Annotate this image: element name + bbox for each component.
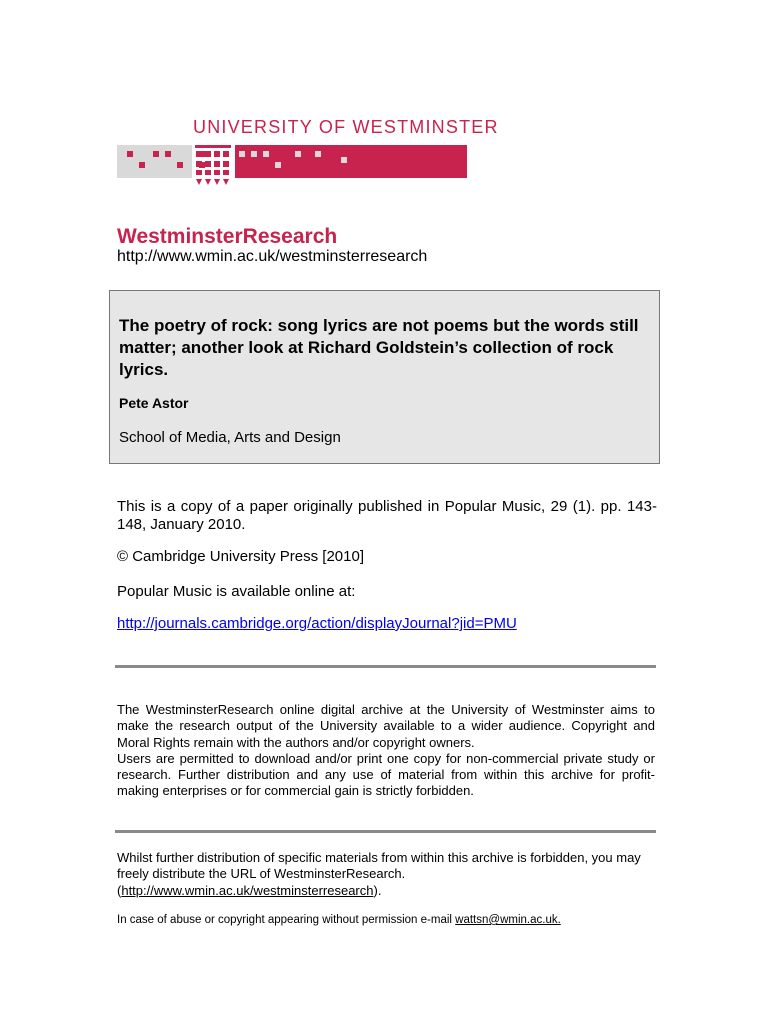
availability-label: Popular Music is available online at:	[117, 583, 356, 600]
repository-title: WestminsterResearch	[117, 225, 338, 248]
distribution-statement	[117, 850, 657, 899]
archive-paragraph-1: The WestminsterResearch online digital archive at the University of Westminster aims to make the research output of the University available to a wider audience. Copyright and Moral Rights remain with the authors and/or copyright owners.	[117, 702, 655, 750]
paper-school: School of Media, Arts and Design	[119, 429, 341, 446]
publication-note: This is a copy of a paper originally published in Popular Music, 29 (1). pp. 143-148, January 2010.	[117, 498, 657, 533]
logo-crimson-band	[235, 145, 467, 178]
copyright-notice: © Cambridge University Press [2010]	[117, 548, 364, 565]
university-wordmark: UNIVERSITY OF WESTMINSTER	[193, 117, 499, 137]
repository-url: http://www.wmin.ac.uk/westminsterresearch	[117, 248, 428, 265]
paper-title: The poetry of rock: song lyrics are not poems but the words still matter; another look at Richard Goldstein’s collection of rock lyrics.	[119, 316, 639, 379]
abuse-email-link[interactable]: wattsn@wmin.ac.uk.	[455, 914, 561, 926]
divider	[115, 830, 656, 833]
abuse-text: In case of abuse or copyright appearing without permission e-mail	[117, 914, 456, 926]
journal-link[interactable]: http://journals.cambridge.org/action/displayJournal?jid=PMU	[117, 615, 517, 632]
archive-paragraph-2: Users are permitted to download and/or print one copy for non-commercial private study or research. Further distribution and any use of material from within this archive for profit-making enterprises or for commercial gain is strictly forbidden.	[117, 750, 655, 799]
logo-grey-band	[117, 145, 192, 178]
abuse-notice	[117, 914, 657, 926]
url-paren-close: ).	[373, 882, 382, 898]
university-logo-grid	[117, 145, 467, 190]
repository-link[interactable]: http://www.wmin.ac.uk/westminsterresearch	[121, 882, 374, 898]
paper-title-box	[109, 290, 660, 464]
divider	[115, 665, 656, 668]
distribution-text: Whilst further distribution of specific materials from within this archive is forbidden, you may freely distribute the URL of WestminsterResearch.	[117, 850, 641, 882]
paper-author: Pete Astor	[119, 395, 189, 411]
archive-statement	[117, 702, 655, 800]
url-paren-open: (	[117, 882, 122, 898]
